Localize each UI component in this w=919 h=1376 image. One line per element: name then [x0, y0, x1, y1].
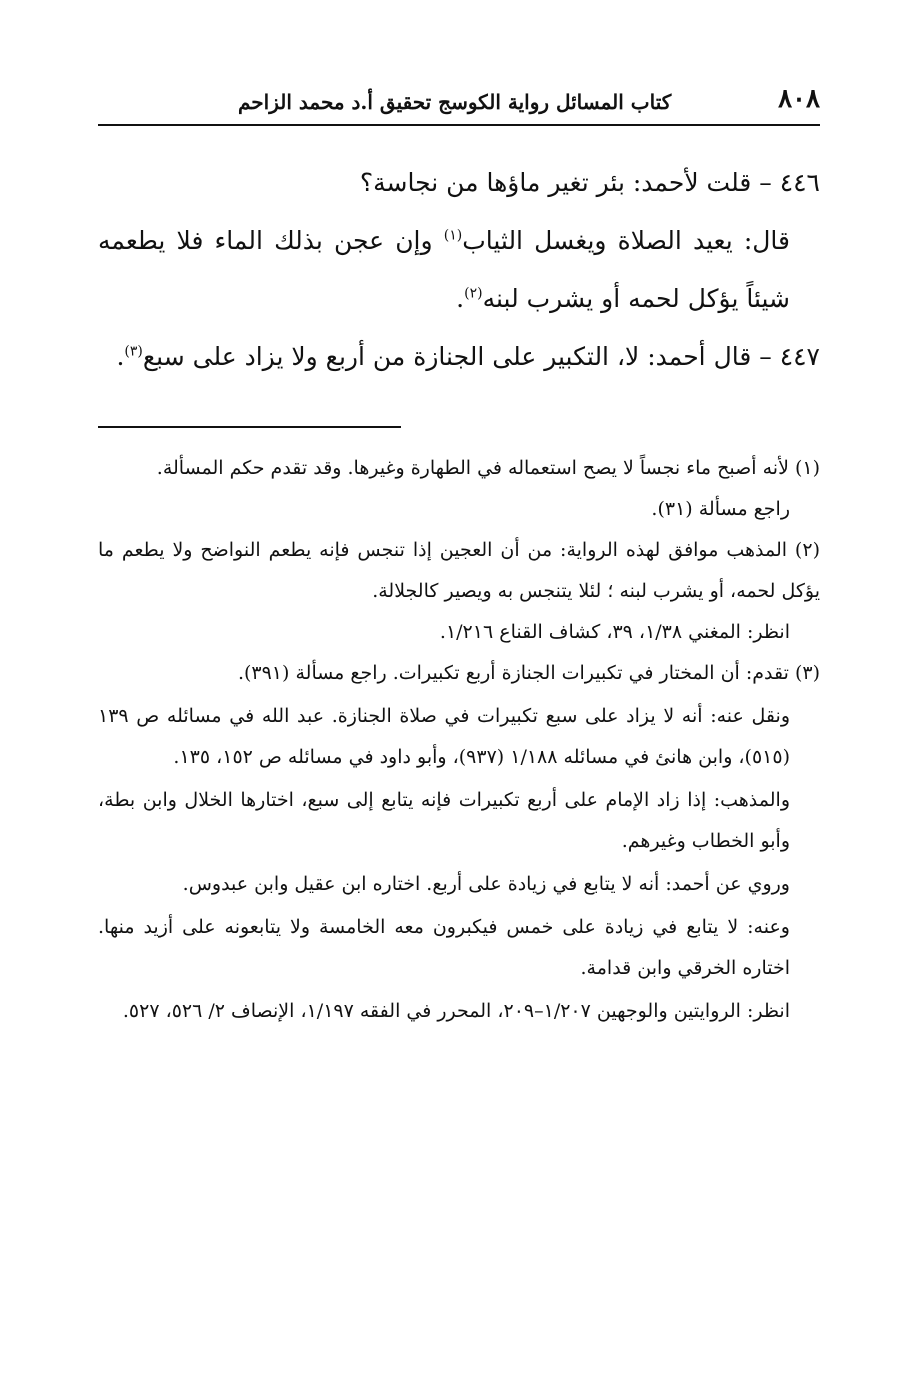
footnote-1-line1: (١) لأنه أصبح ماء نجساً لا يصح استعماله في الطهارة وغيرها. وقد تقدم حكم المسألة.	[156, 457, 820, 479]
footnote-1-line2: راجع مسألة (٣١).	[651, 498, 790, 520]
answer-446-part2: وإن عجن بذلك الماء فلا يطعمه شيئاً يؤكل لحمه أو يشرب لبنه	[98, 226, 790, 313]
footnote-3-para5: انظر: الروايتين والوجهين ١/٢٠٧–٢٠٩، المحرر في الفقه ١/١٩٧، الإنصاف ٢/ ٥٢٦، ٥٢٧.	[122, 1000, 790, 1022]
footnote-2-reference: انظر: المغني ١/٣٨، ٣٩، كشاف القناع ١/٢١٦.	[439, 621, 790, 643]
footnote-2-text: (٢) المذهب موافق لهذه الرواية: من أن العجين إذا تنجس فإنه يطعم النواضح ولا يطعم ما يؤكل لحمه، أو يشرب لبنه ؛ لئلا يتنجس به ويصير كالجلالة.	[98, 539, 820, 602]
footnote-ref-3: (٣)	[124, 343, 143, 360]
main-text	[98, 154, 820, 386]
footnote-3-para1: ونقل عنه: أنه لا يزاد على سبع تكبيرات في صلاة الجنازة. عبد الله في مسائله ص ١٣٩ (٥١٥)، وابن هانئ في مسائله ١/١٨٨ (٩٣٧)، وأبو داود في مسائله ص ١٥٢، ١٣٥.	[98, 705, 790, 768]
answer-446-end: .	[456, 284, 465, 313]
footnotes	[98, 448, 820, 1032]
footnote-3-line1: (٣) تقدم: أن المختار في تكبيرات الجنازة أربع تكبيرات. راجع مسألة (٣٩١).	[237, 662, 820, 684]
book-page	[98, 80, 820, 1034]
footnote-separator	[98, 426, 401, 428]
footnote-ref-1: (١)	[443, 227, 463, 244]
footnote-3-para3: وروي عن أحمد: أنه لا يتابع في زيادة على أربع. اختاره ابن عقيل وابن عبدوس.	[182, 873, 790, 895]
answer-446-part1: قال: يعيد الصلاة ويغسل الثياب	[462, 226, 790, 255]
question-446: ٤٤٦ – قلت لأحمد: بئر تغير ماؤها من نجاسة؟	[359, 168, 820, 197]
statement-447-text: ٤٤٧ – قال أحمد: لا، التكبير على الجنازة من أربع ولا يزاد على سبع	[142, 342, 820, 371]
running-title: كتاب المسائل رواية الكوسج تحقيق أ.د محمد الزاحم	[238, 90, 672, 114]
footnote-separator-wrap	[98, 426, 820, 428]
footnote-3-para2: والمذهب: إذا زاد الإمام على أربع تكبيرات فإنه يتابع إلى سبع، اختارها الخلال وابن بطة، وأبو الخطاب وغيرهم.	[98, 789, 790, 852]
footnote-3-para4: وعنه: لا يتابع في زيادة على خمس فيكبرون معه الخامسة ولا يتابعونه على أزيد منها. اختاره الخرقي وابن قدامة.	[98, 916, 790, 979]
statement-447-end: .	[116, 342, 125, 371]
statement-447	[98, 328, 820, 386]
footnote-ref-2: (٢)	[464, 285, 483, 302]
page-header	[98, 80, 820, 126]
footnote-3-block	[98, 696, 820, 1032]
page-number: ٨٠٨	[778, 84, 820, 114]
answer-446	[98, 212, 820, 328]
